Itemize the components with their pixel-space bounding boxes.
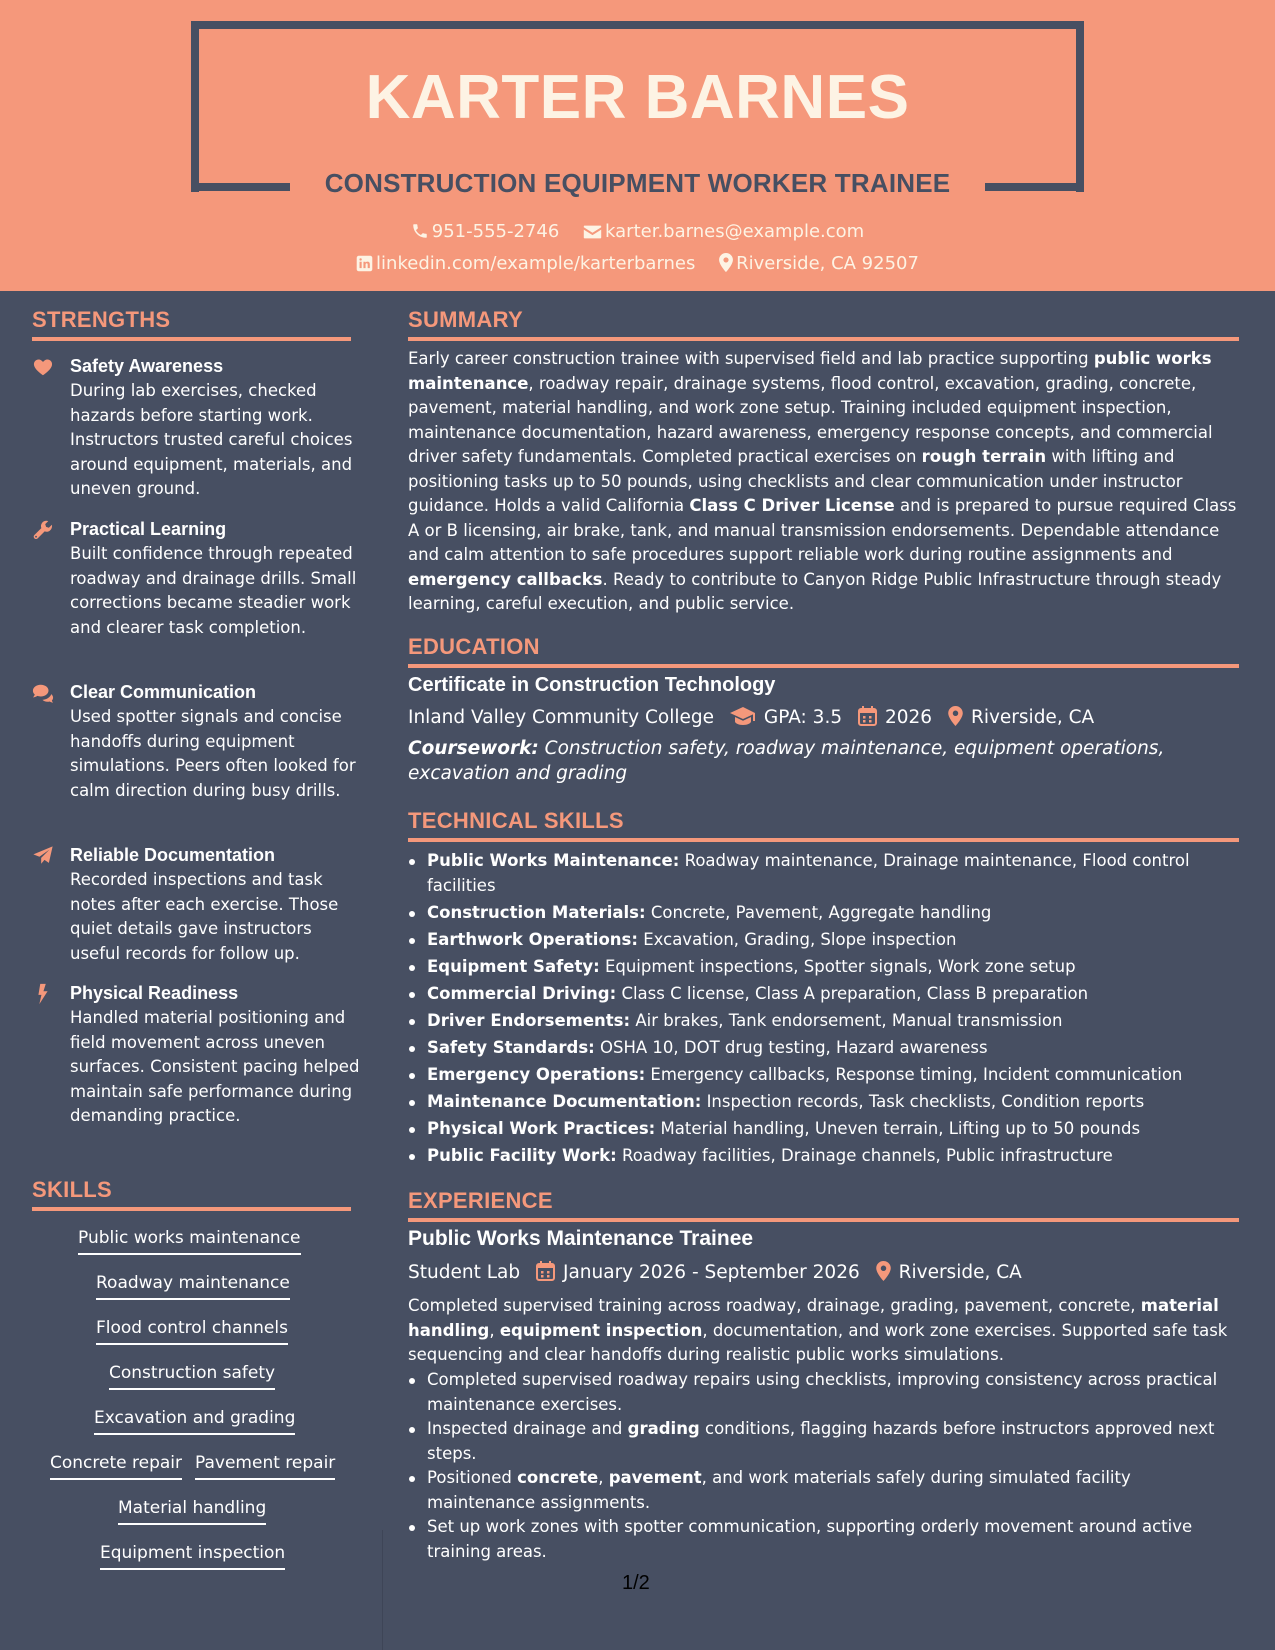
emphasis-text: material handling — [408, 1296, 1219, 1340]
experience-intro: Completed supervised training across roadway, drainage, grading, pavement, concrete, material handling, equipment inspection, documentation, and work zone exercises. Supported safe task sequencing and clear handoffs during realistic public works simulations. — [408, 1296, 1228, 1364]
wrench-icon — [32, 519, 54, 541]
skill-values: Roadway facilities, Drainage channels, Public infrastructure — [621, 1145, 1113, 1165]
date-range: January 2026 - September 2026 — [562, 1262, 860, 1283]
strength-title: Clear Communication — [70, 682, 257, 702]
list-item: Positioned concrete, pavement, and work materials safely during simulated facility maintenance assignments. — [408, 1466, 1238, 1515]
coursework-text: Construction safety, roadway maintenance, equipment operations, excavation and grading — [408, 738, 1165, 784]
phone-number: 951-555-2746 — [431, 221, 560, 242]
skill-values: Excavation, Grading, Slope inspection — [643, 929, 957, 949]
list-item — [408, 1144, 1238, 1169]
bolt-icon — [32, 983, 54, 1005]
comments-icon — [32, 682, 54, 704]
graduation-year: 2026 — [885, 707, 933, 728]
emphasis-text: equipment inspection — [499, 1320, 703, 1340]
linkedin-url: linkedin.com/example/karterbarnes — [376, 253, 696, 274]
skill-tag: Pavement repair — [195, 1451, 335, 1480]
skill-values: Inspection records, Task checklists, Condition reports — [706, 1091, 1145, 1111]
list-item — [408, 955, 1238, 980]
list-item — [408, 928, 1238, 953]
skill-category: Safety Standards: — [427, 1037, 595, 1057]
skill-tag: Equipment inspection — [100, 1541, 285, 1570]
list-item — [408, 1063, 1238, 1088]
strength-description: Used spotter signals and concise handoffs during equipment simulations. Peers often looked for calm direction during busy drills. — [70, 707, 356, 800]
skill-values: OSHA 10, DOT drug testing, Hazard awareness — [600, 1037, 988, 1057]
skill-values: Emergency callbacks, Response timing, Incident communication — [650, 1064, 1183, 1084]
emphasis-text: public works maintenance — [408, 349, 1212, 393]
list-item — [408, 982, 1238, 1007]
map-marker-icon — [948, 706, 963, 726]
skills-rule — [32, 1207, 351, 1211]
contact-row-1 — [0, 221, 1275, 242]
column-divider — [382, 1530, 383, 1650]
strengths-rule — [32, 337, 351, 341]
list-item: Completed supervised roadway repairs using checklists, improving consistency across practical maintenance exercises. — [408, 1368, 1238, 1417]
contact-row-2 — [0, 253, 1275, 274]
coursework-label: Coursework: — [408, 738, 539, 759]
skill-values: Equipment inspections, Spotter signals, Work zone setup — [604, 956, 1076, 976]
strength-title: Practical Learning — [70, 519, 227, 539]
strength-description: During lab exercises, checked hazards before starting work. Instructors trusted careful choices around equipment, materials, and uneven ground. — [70, 381, 353, 498]
education-heading: EDUCATION — [408, 634, 540, 659]
technical-skills-heading: TECHNICAL SKILLS — [408, 808, 624, 833]
phone-icon — [411, 222, 429, 240]
skill-tag: Material handling — [118, 1496, 266, 1525]
skills-heading: SKILLS — [32, 1177, 113, 1202]
emphasis-text: rough terrain — [921, 447, 1047, 466]
degree-title: Certificate in Construction Technology — [408, 674, 776, 696]
role-title: Public Works Maintenance Trainee — [408, 1227, 754, 1250]
list-item — [408, 1090, 1238, 1115]
strength-title: Reliable Documentation — [70, 845, 276, 865]
location-text: Riverside, CA 92507 — [736, 253, 919, 274]
organization: Student Lab — [408, 1262, 521, 1283]
strength-description: Recorded inspections and task notes after each exercise. Those quiet details gave instructors useful records for follow up. — [70, 870, 339, 963]
gpa: GPA: 3.5 — [763, 707, 843, 728]
technical-skills-rule — [408, 838, 1239, 842]
list-item — [408, 901, 1238, 926]
job-title: CONSTRUCTION EQUIPMENT WORKER TRAINEE — [324, 168, 951, 198]
strength-description: Built confidence through repeated roadway and drainage drills. Small corrections became steadier work and clearer task completion. — [70, 544, 357, 637]
experience-heading: EXPERIENCE — [408, 1188, 553, 1213]
experience-meta — [408, 1261, 1022, 1283]
map-marker-icon — [719, 253, 733, 272]
skill-values: Material handling, Uneven terrain, Lifting up to 50 pounds — [660, 1118, 1141, 1138]
skill-tag: Excavation and grading — [94, 1406, 295, 1435]
paper-plane-icon — [32, 845, 54, 867]
linkedin-icon — [356, 255, 373, 272]
coursework — [408, 736, 1238, 786]
linkedin-contact[interactable] — [356, 253, 695, 274]
skill-tag: Roadway maintenance — [96, 1271, 290, 1300]
list-item — [408, 1036, 1238, 1061]
technical-skills-list — [408, 849, 1238, 1171]
calendar-icon — [858, 706, 877, 726]
skill-category: Public Facility Work: — [427, 1145, 617, 1165]
strengths-heading: STRENGTHS — [32, 307, 171, 332]
skill-category: Physical Work Practices: — [427, 1118, 656, 1138]
emphasis-text: grading — [627, 1419, 700, 1438]
school-location: Riverside, CA — [970, 707, 1095, 728]
emphasis-text: Class C Driver License — [689, 496, 895, 515]
summary-heading: SUMMARY — [408, 307, 523, 332]
phone-contact[interactable] — [411, 221, 560, 242]
school-name: Inland Valley Community College — [408, 707, 715, 728]
strength-title: Safety Awareness — [70, 356, 224, 376]
skill-values: Air brakes, Tank endorsement, Manual transmission — [635, 1010, 1063, 1030]
heart-icon — [32, 356, 54, 378]
list-item: Inspected drainage and grading conditions, flagging hazards before instructors approved next steps. — [408, 1417, 1238, 1466]
summary-rule — [408, 337, 1239, 341]
skill-category: Maintenance Documentation: — [427, 1091, 702, 1111]
skill-tag: Construction safety — [109, 1361, 275, 1390]
email-contact[interactable] — [583, 221, 864, 242]
experience-rule — [408, 1218, 1239, 1222]
skill-category: Public Works Maintenance: — [427, 851, 680, 870]
map-marker-icon — [876, 1261, 891, 1281]
skill-category: Driver Endorsements: — [427, 1010, 631, 1030]
resume-header — [0, 0, 1275, 291]
experience-bullets — [408, 1368, 1238, 1564]
skill-values: Class C license, Class A preparation, Class B preparation — [621, 983, 1089, 1003]
skill-category: Commercial Driving: — [427, 983, 617, 1003]
emphasis-text: concrete — [517, 1468, 599, 1487]
skill-values: Roadway maintenance, Drainage maintenance, Flood control facilities — [427, 851, 1190, 895]
skill-category: Emergency Operations: — [427, 1064, 646, 1084]
email-address: karter.barnes@example.com — [605, 221, 865, 242]
job-location: Riverside, CA — [898, 1262, 1022, 1283]
location-contact — [719, 253, 919, 274]
skill-tag: Flood control channels — [96, 1316, 288, 1345]
skill-tag: Concrete repair — [50, 1451, 182, 1480]
emphasis-text: pavement — [608, 1468, 702, 1487]
emphasis-text: emergency callbacks — [408, 569, 603, 589]
list-item — [408, 1117, 1238, 1142]
education-rule — [408, 664, 1239, 668]
graduation-cap-icon — [730, 706, 756, 726]
list-item — [408, 1009, 1238, 1034]
skill-tag: Public works maintenance — [78, 1226, 301, 1255]
list-item: Set up work zones with spotter communication, supporting orderly movement around active training areas. — [408, 1515, 1238, 1564]
candidate-name: KARTER BARNES — [365, 63, 910, 132]
page-number: 1/2 — [622, 1572, 650, 1594]
calendar-icon — [536, 1261, 555, 1281]
list-item — [408, 849, 1238, 898]
skill-category: Earthwork Operations: — [427, 929, 638, 949]
skill-category: Equipment Safety: — [427, 956, 600, 976]
education-meta — [408, 706, 1094, 728]
skill-category: Construction Materials: — [427, 902, 646, 922]
summary-text: Early career construction trainee with supervised field and lab practice supporting public works maintenance, roadway repair, drainage systems, flood control, excavation, grading, concrete, pavement, material handling, and work zone setup. Training included equipment inspection, maintenance documentation, hazard awareness, emergency response concepts, and commercial driver safety fundamentals. Completed practical exercises on rough terrain with lifting and positioning tasks up to 50 pounds, using checklists and clear communication under instructor guidance. Holds a valid California Class C Driver License and is prepared to pursue required Class A or B licensing, air brake, tank, and manual transmission endorsements. Dependable attendance and calm attention to safe procedures support reliable work during routine assignments and emergency callbacks. Ready to contribute to Canyon Ridge Public Infrastructure through steady learning, careful execution, and public service. — [408, 349, 1237, 613]
strength-description: Handled material positioning and field movement across uneven surfaces. Consistent pacing helped maintain safe performance during demanding practice. — [70, 1008, 360, 1125]
skill-values: Concrete, Pavement, Aggregate handling — [650, 902, 992, 922]
strength-title: Physical Readiness — [70, 983, 239, 1003]
envelope-icon — [583, 224, 602, 240]
